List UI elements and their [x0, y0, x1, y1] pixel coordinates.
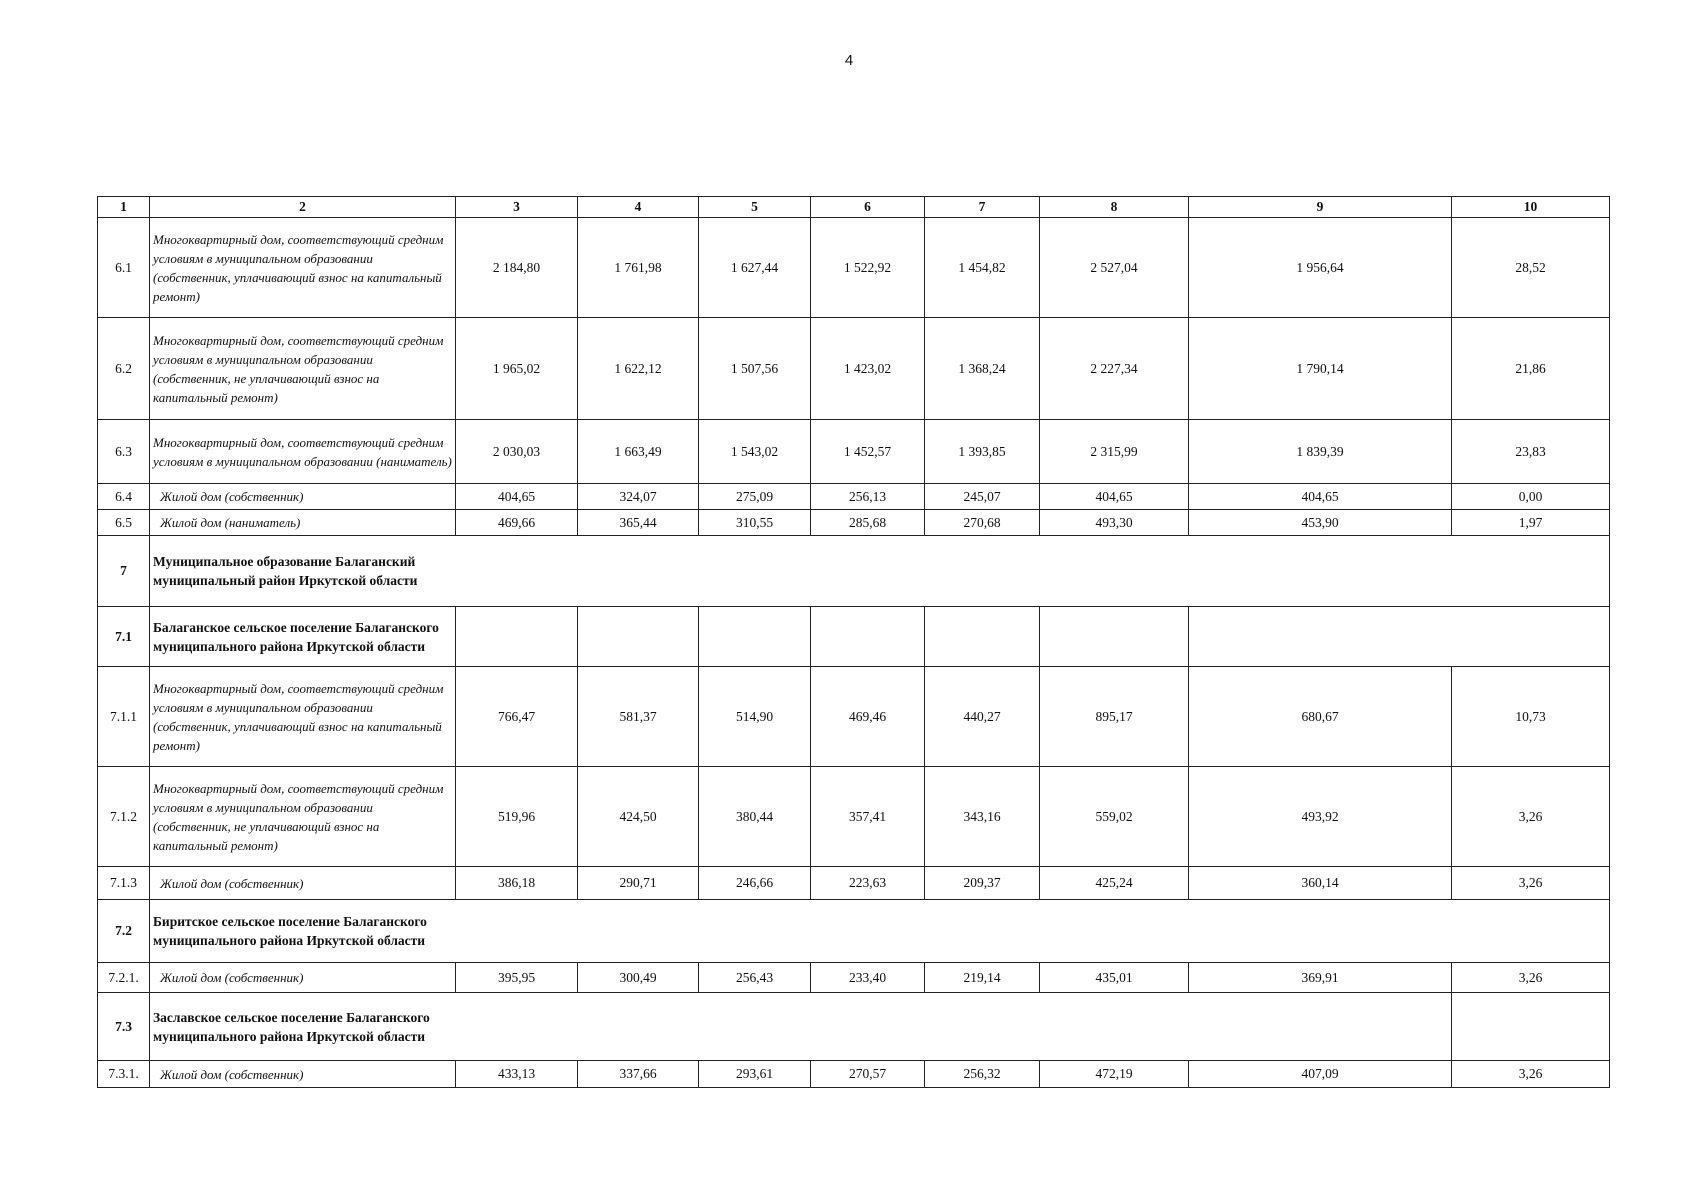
value-cell: 223,63	[811, 867, 925, 900]
row-number: 6.5	[98, 510, 150, 536]
header-cell: 5	[699, 197, 811, 218]
tariff-table	[97, 196, 1610, 1088]
value-cell: 766,47	[456, 667, 578, 767]
row-number: 7.2.1.	[98, 963, 150, 993]
row-number: 7.3	[98, 993, 150, 1061]
row-description: Жилой дом (наниматель)	[150, 510, 456, 536]
value-cell: 1 393,85	[925, 420, 1040, 484]
value-cell: 0,00	[1452, 484, 1610, 510]
section-name	[150, 536, 1610, 607]
section-row	[98, 900, 1610, 963]
value-cell: 1 423,02	[811, 318, 925, 420]
value-cell: 28,52	[1452, 218, 1610, 318]
page-number: 4	[844, 52, 854, 69]
value-cell: 3,26	[1452, 767, 1610, 867]
value-cell: 290,71	[578, 867, 699, 900]
value-cell: 2 527,04	[1040, 218, 1189, 318]
value-cell: 1 454,82	[925, 218, 1040, 318]
row-description: Жилой дом (собственник)	[150, 1061, 456, 1088]
value-cell: 270,68	[925, 510, 1040, 536]
row-number: 6.4	[98, 484, 150, 510]
header-cell: 1	[98, 197, 150, 218]
section-name-text: Биритское сельское поселение Балаганского муниципального района Иркутской области	[153, 914, 427, 948]
header-cell: 2	[150, 197, 456, 218]
value-cell: 1 543,02	[699, 420, 811, 484]
row-description: Жилой дом (собственник)	[150, 484, 456, 510]
header-cell: 4	[578, 197, 699, 218]
value-cell: 209,37	[925, 867, 1040, 900]
table-row	[98, 510, 1610, 536]
value-cell: 1 663,49	[578, 420, 699, 484]
row-description: Многоквартирный дом, соответствующий средним условиям в муниципальном образовании (наниматель)	[150, 420, 456, 484]
value-cell: 1 507,56	[699, 318, 811, 420]
value-cell: 256,13	[811, 484, 925, 510]
value-cell: 404,65	[1189, 484, 1452, 510]
section-name	[150, 993, 1452, 1061]
row-number: 6.2	[98, 318, 150, 420]
header-cell: 10	[1452, 197, 1610, 218]
empty-cell	[578, 607, 699, 667]
table-row	[98, 963, 1610, 993]
row-number: 7.1.2	[98, 767, 150, 867]
value-cell: 369,91	[1189, 963, 1452, 993]
value-cell: 324,07	[578, 484, 699, 510]
value-cell: 285,68	[811, 510, 925, 536]
table-row	[98, 218, 1610, 318]
value-cell: 380,44	[699, 767, 811, 867]
value-cell: 2 184,80	[456, 218, 578, 318]
section-name-text: Заславское сельское поселение Балаганского муниципального района Иркутской области	[153, 1009, 430, 1044]
empty-cell	[699, 607, 811, 667]
table-row	[98, 420, 1610, 484]
value-cell: 1 839,39	[1189, 420, 1452, 484]
table-row	[98, 667, 1610, 767]
value-cell: 357,41	[811, 767, 925, 867]
value-cell: 1 622,12	[578, 318, 699, 420]
empty-cell	[1040, 607, 1189, 667]
value-cell: 300,49	[578, 963, 699, 993]
value-cell: 425,24	[1040, 867, 1189, 900]
value-cell: 1 368,24	[925, 318, 1040, 420]
value-cell: 10,73	[1452, 667, 1610, 767]
row-description: Многоквартирный дом, соответствующий средним условиям в муниципальном образовании (собственник, не уплачивающий взнос на капитальный ремонт)	[150, 767, 456, 867]
value-cell: 365,44	[578, 510, 699, 536]
section-row	[98, 993, 1610, 1061]
row-number: 7	[98, 536, 150, 607]
value-cell: 424,50	[578, 767, 699, 867]
row-number: 6.3	[98, 420, 150, 484]
row-number: 6.1	[98, 218, 150, 318]
value-cell: 895,17	[1040, 667, 1189, 767]
header-cell: 8	[1040, 197, 1189, 218]
header-cell: 3	[456, 197, 578, 218]
value-cell: 256,32	[925, 1061, 1040, 1088]
header-cell: 6	[811, 197, 925, 218]
value-cell: 1 627,44	[699, 218, 811, 318]
row-number: 7.3.1.	[98, 1061, 150, 1088]
section-name-text: Муниципальное образование Балаганский муниципальный район Иркутской области	[153, 554, 418, 588]
value-cell: 680,67	[1189, 667, 1452, 767]
value-cell: 3,26	[1452, 1061, 1610, 1088]
empty-cell	[925, 607, 1040, 667]
value-cell: 2 315,99	[1040, 420, 1189, 484]
value-cell: 337,66	[578, 1061, 699, 1088]
value-cell: 233,40	[811, 963, 925, 993]
section-name: Балаганское сельское поселение Балаганского муниципального района Иркутской области	[150, 607, 456, 667]
table-row	[98, 867, 1610, 900]
value-cell: 2 030,03	[456, 420, 578, 484]
value-cell: 256,43	[699, 963, 811, 993]
value-cell: 246,66	[699, 867, 811, 900]
value-cell: 1 956,64	[1189, 218, 1452, 318]
value-cell: 293,61	[699, 1061, 811, 1088]
section-name	[150, 900, 1610, 963]
table-row	[98, 484, 1610, 510]
row-number: 7.1.3	[98, 867, 150, 900]
row-description: Многоквартирный дом, соответствующий средним условиям в муниципальном образовании (собственник, уплачивающий взнос на капитальный ремонт)	[150, 218, 456, 318]
empty-cell	[1452, 993, 1610, 1061]
value-cell: 23,83	[1452, 420, 1610, 484]
value-cell: 514,90	[699, 667, 811, 767]
value-cell: 1 452,57	[811, 420, 925, 484]
empty-cell	[1189, 607, 1610, 667]
value-cell: 270,57	[811, 1061, 925, 1088]
value-cell: 1 522,92	[811, 218, 925, 318]
table-row	[98, 767, 1610, 867]
row-number: 7.1.1	[98, 667, 150, 767]
row-description: Жилой дом (собственник)	[150, 867, 456, 900]
value-cell: 21,86	[1452, 318, 1610, 420]
value-cell: 2 227,34	[1040, 318, 1189, 420]
section-row	[98, 536, 1610, 607]
value-cell: 245,07	[925, 484, 1040, 510]
table-row	[98, 1061, 1610, 1088]
value-cell: 469,66	[456, 510, 578, 536]
row-description: Многоквартирный дом, соответствующий средним условиям в муниципальном образовании (собственник, не уплачивающий взнос на капитальный ремонт)	[150, 318, 456, 420]
value-cell: 386,18	[456, 867, 578, 900]
value-cell: 519,96	[456, 767, 578, 867]
header-row	[98, 197, 1610, 218]
value-cell: 1 761,98	[578, 218, 699, 318]
value-cell: 360,14	[1189, 867, 1452, 900]
value-cell: 275,09	[699, 484, 811, 510]
header-cell: 9	[1189, 197, 1452, 218]
value-cell: 581,37	[578, 667, 699, 767]
value-cell: 1 965,02	[456, 318, 578, 420]
value-cell: 469,46	[811, 667, 925, 767]
empty-cell	[811, 607, 925, 667]
row-number: 7.2	[98, 900, 150, 963]
value-cell: 453,90	[1189, 510, 1452, 536]
value-cell: 1,97	[1452, 510, 1610, 536]
value-cell: 404,65	[1040, 484, 1189, 510]
value-cell: 395,95	[456, 963, 578, 993]
header-cell: 7	[925, 197, 1040, 218]
value-cell: 1 790,14	[1189, 318, 1452, 420]
value-cell: 472,19	[1040, 1061, 1189, 1088]
value-cell: 433,13	[456, 1061, 578, 1088]
value-cell: 219,14	[925, 963, 1040, 993]
value-cell: 3,26	[1452, 867, 1610, 900]
value-cell: 435,01	[1040, 963, 1189, 993]
row-description: Многоквартирный дом, соответствующий средним условиям в муниципальном образовании (собственник, уплачивающий взнос на капитальный ремонт)	[150, 667, 456, 767]
value-cell: 3,26	[1452, 963, 1610, 993]
value-cell: 343,16	[925, 767, 1040, 867]
row-number: 7.1	[98, 607, 150, 667]
empty-cell	[456, 607, 578, 667]
value-cell: 310,55	[699, 510, 811, 536]
section-row	[98, 607, 1610, 667]
value-cell: 493,92	[1189, 767, 1452, 867]
value-cell: 559,02	[1040, 767, 1189, 867]
value-cell: 440,27	[925, 667, 1040, 767]
value-cell: 407,09	[1189, 1061, 1452, 1088]
value-cell: 404,65	[456, 484, 578, 510]
row-description: Жилой дом (собственник)	[150, 963, 456, 993]
value-cell: 493,30	[1040, 510, 1189, 536]
table-row	[98, 318, 1610, 420]
